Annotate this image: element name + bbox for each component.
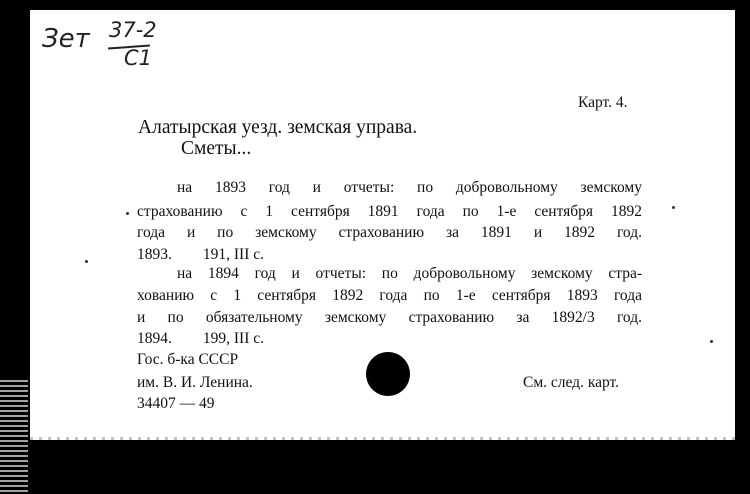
handwritten-shelfmark-prefix: Зет	[42, 24, 90, 54]
catalog-card	[30, 10, 735, 440]
entry-2-line-3: и по обязательному земскому страхованию за 1892/3 год.	[137, 309, 642, 326]
entry-2-imprint: 1894. 199, III с.	[137, 330, 264, 347]
library-name-line-1: Гос. б-ка СССР	[137, 351, 239, 368]
entry-1-line-1: на 1893 год и отчеты: по добровольному земскому	[177, 179, 642, 196]
entry-1-line-2: страхованию с 1 сентября 1891 года по 1-е сентября 1892	[137, 203, 642, 220]
scanner-edge-noise	[0, 380, 28, 494]
card-punch-hole	[366, 352, 410, 396]
card-subtitle: Сметы...	[181, 138, 252, 159]
handwritten-shelfmark-denominator: С1	[124, 46, 153, 70]
scan-speck	[672, 206, 675, 209]
entry-2-line-2: хованию с 1 сентября 1892 года по 1-е сентября 1893 года	[137, 287, 642, 304]
library-catalog-number: 34407 — 49	[137, 395, 215, 412]
handwritten-shelfmark-numerator: 37-2	[109, 18, 157, 42]
scan-speck	[710, 340, 713, 343]
entry-1-line-3: года и по земскому страхованию за 1891 и 1892 год.	[137, 224, 642, 241]
library-name-line-2: им. В. И. Ленина.	[137, 374, 253, 391]
scan-speck	[85, 260, 88, 263]
see-next-card-note: См. след. карт.	[523, 374, 620, 391]
card-title: Алатырская уезд. земская управа.	[138, 117, 418, 138]
card-number: Карт. 4.	[578, 94, 628, 111]
scan-speck	[126, 212, 129, 215]
entry-1-imprint: 1893. 191, III с.	[137, 246, 264, 263]
card-bottom-edge	[30, 437, 735, 440]
entry-2-line-1: на 1894 год и отчеты: по добровольному земскому стра-	[177, 265, 642, 282]
